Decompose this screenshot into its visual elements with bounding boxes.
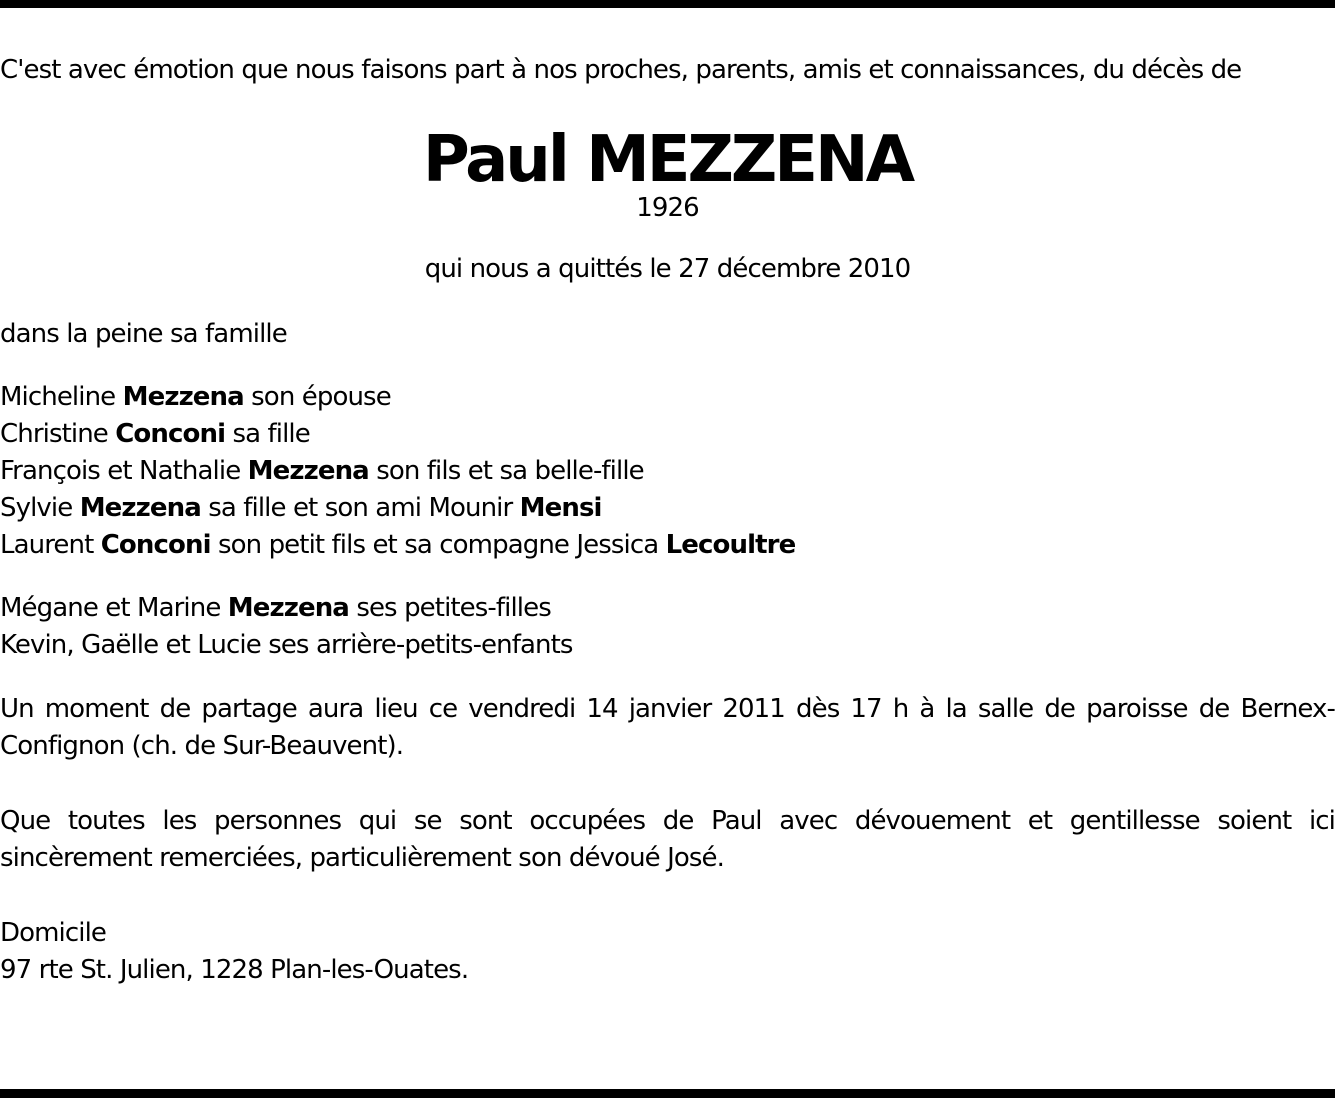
family-list: [0, 379, 1335, 564]
family-member: Christine Conconi sa fille: [0, 419, 310, 449]
family-member: Sylvie Mezzena sa fille et son ami Mounir Mensi: [0, 493, 602, 523]
family-surname: Lecoultre: [665, 530, 796, 560]
top-border-rule: [0, 0, 1335, 8]
intro-paragraph: C'est avec émotion que nous faisons part à nos proches, parents, amis et connaissances, du décès de: [0, 55, 1242, 85]
domicile-address: 97 rte St. Julien, 1228 Plan-les-Ouates.: [0, 955, 469, 985]
mourning-line: dans la peine sa famille: [0, 319, 287, 349]
deceased-name: Paul MEZZENA: [422, 123, 913, 197]
bottom-border-rule: [0, 1089, 1335, 1098]
obituary-notice: [0, 52, 1335, 989]
family-surname: Mezzena: [247, 456, 369, 486]
family-member: François et Nathalie Mezzena son fils et sa belle-fille: [0, 456, 644, 486]
family-member: Laurent Conconi son petit fils et sa compagne Jessica Lecoultre: [0, 530, 796, 560]
family-surname: Conconi: [115, 419, 226, 449]
domicile-block: [0, 915, 1335, 989]
family-surname: Conconi: [100, 530, 211, 560]
family-surname: Mezzena: [122, 382, 244, 412]
family-surname: Mezzena: [227, 593, 349, 623]
gathering-paragraph: Un moment de partage aura lieu ce vendredi 14 janvier 2011 dès 17 h à la salle de paroisse de Bernex-Confignon (ch. de Sur-Beauvent).: [0, 694, 1335, 761]
domicile-label: Domicile: [0, 918, 107, 948]
grandchildren-line: Mégane et Marine Mezzena ses petites-filles: [0, 593, 551, 623]
family-surname: Mezzena: [79, 493, 201, 523]
passed-date-line: qui nous a quittés le 27 décembre 2010: [424, 254, 911, 284]
birth-year: 1926: [636, 193, 699, 223]
family-member: Micheline Mezzena son épouse: [0, 382, 391, 412]
thanks-paragraph: Que toutes les personnes qui se sont occupées de Paul avec dévouement et gentillesse soient ici sincèrement remerciées, particulièrement son dévoué José.: [0, 806, 1335, 873]
grandchildren-list: [0, 590, 1335, 664]
family-surname: Mensi: [519, 493, 602, 523]
great-grandchildren-line: Kevin, Gaëlle et Lucie ses arrière-petits-enfants: [0, 630, 573, 660]
